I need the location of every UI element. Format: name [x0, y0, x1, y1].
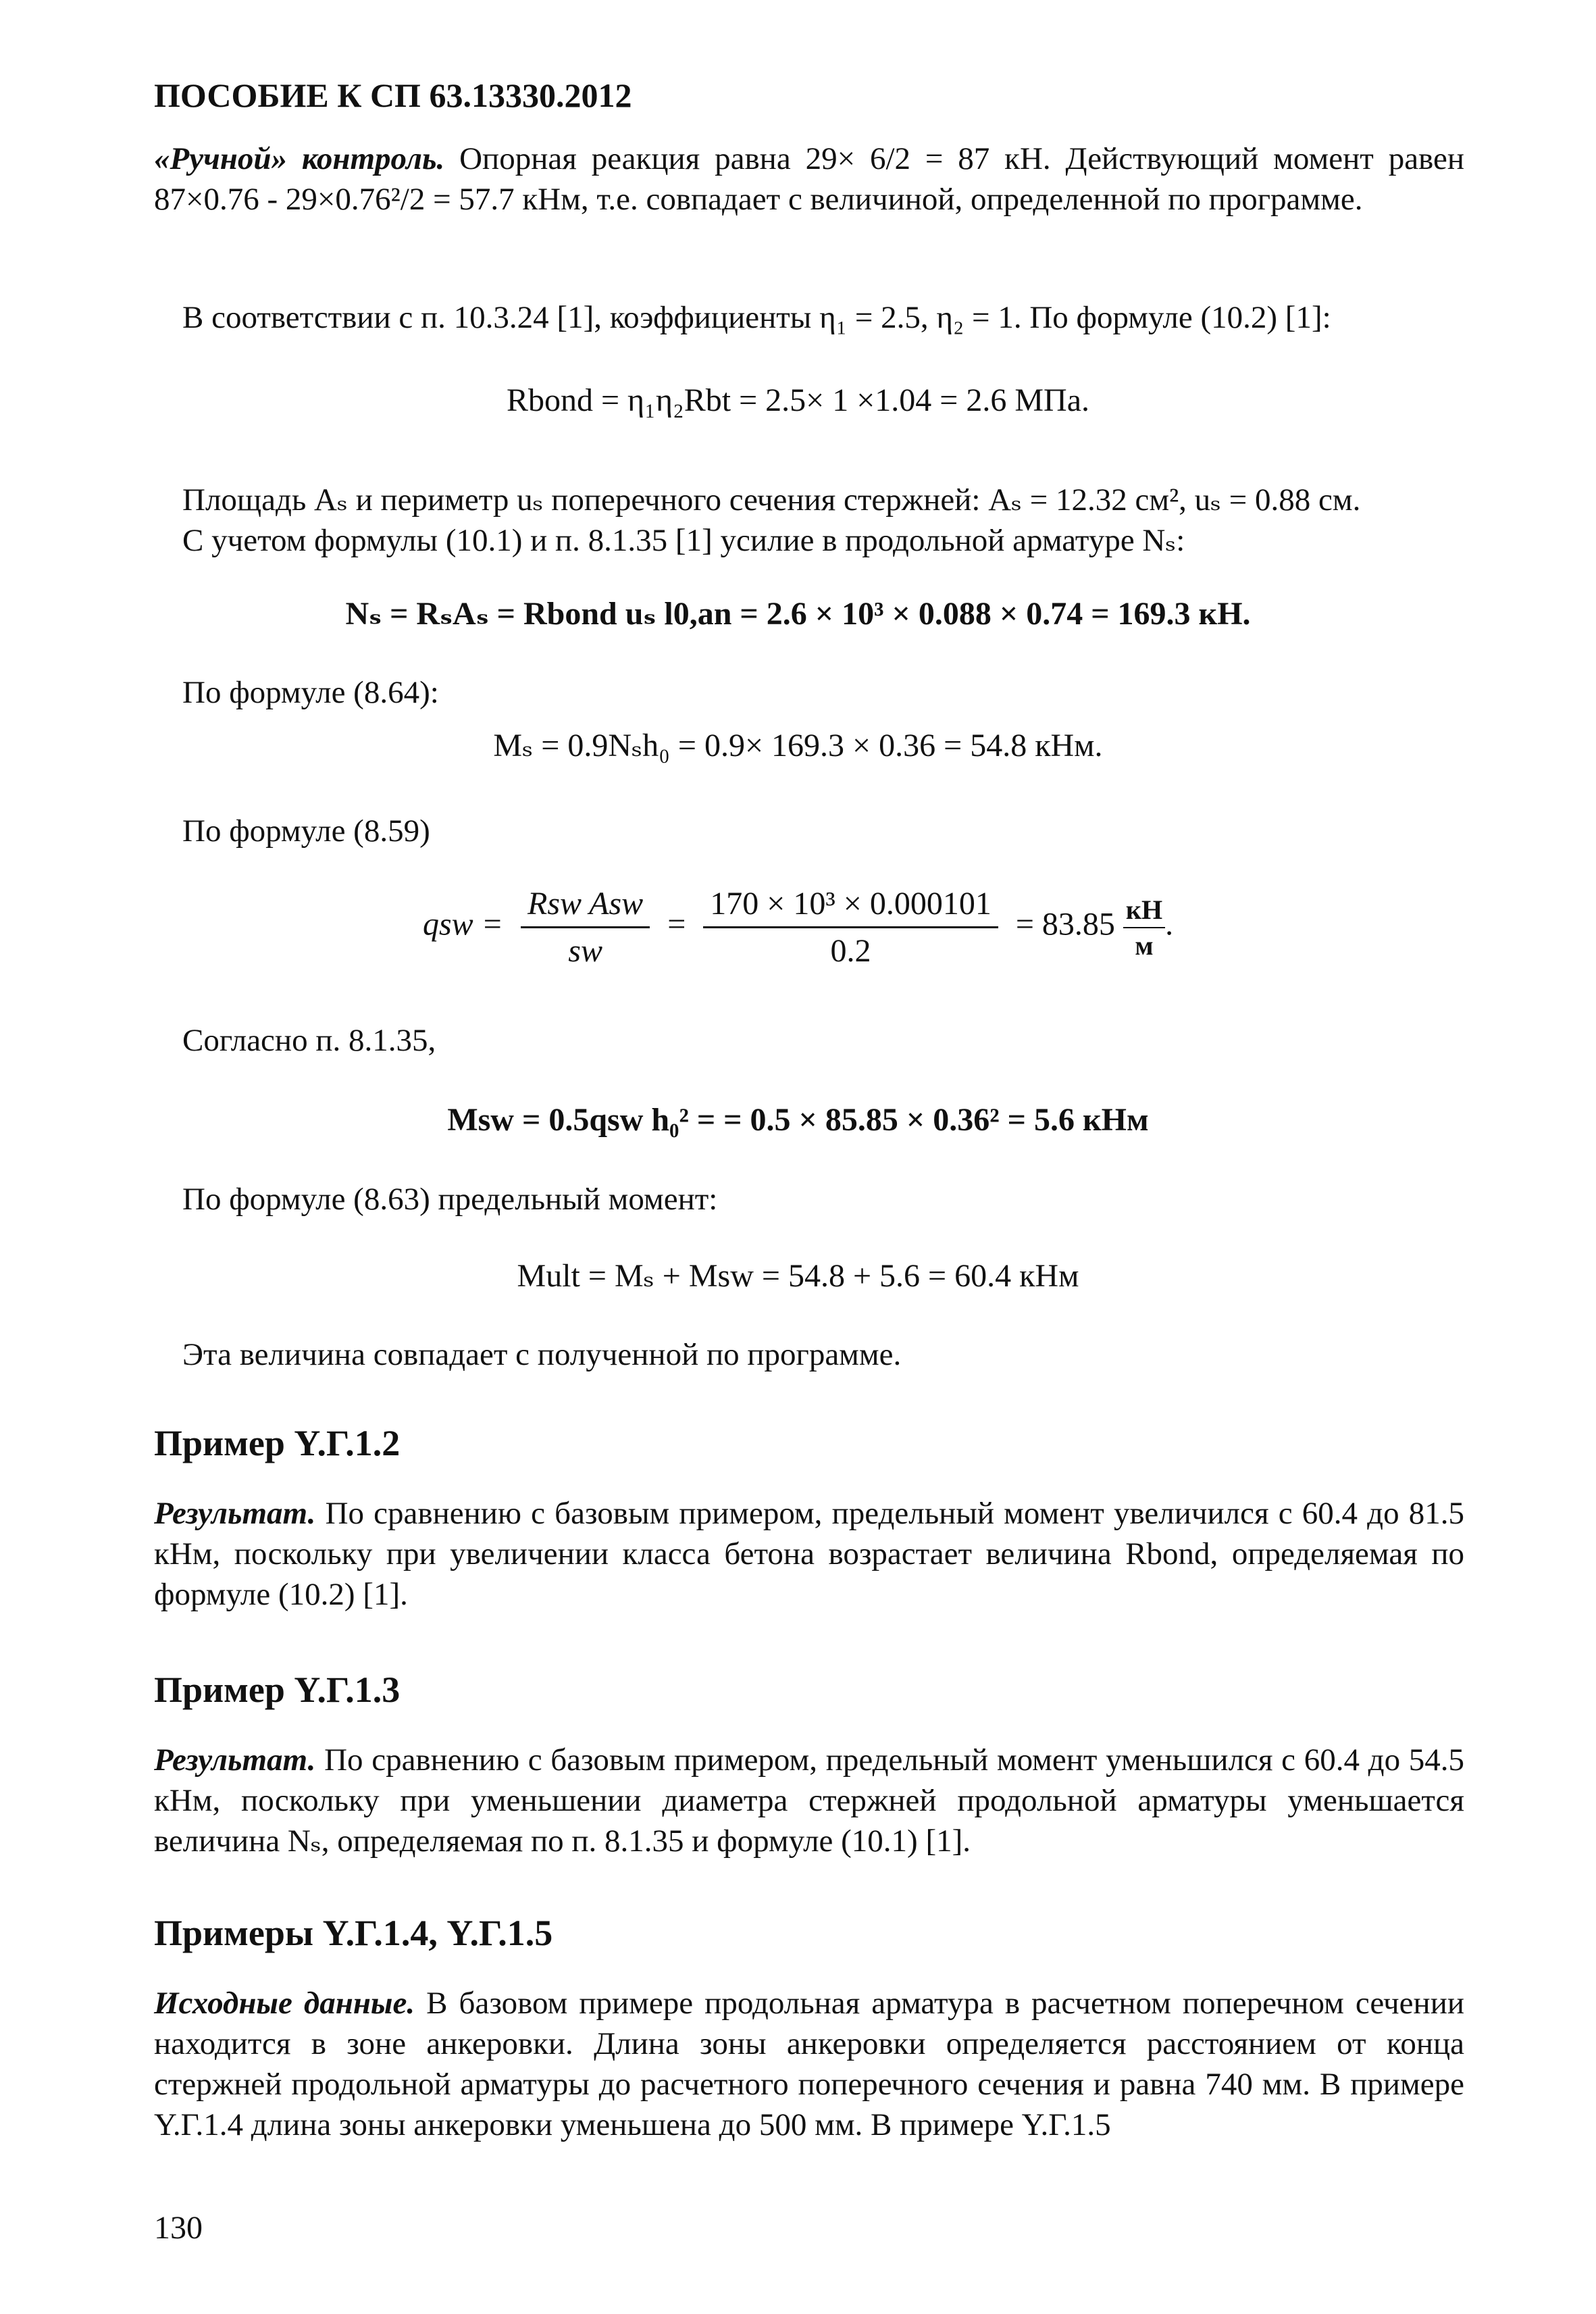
- qsw-frac1-denominator: sw: [568, 933, 602, 969]
- page-header: ПОСОБИЕ К СП 63.13330.2012: [154, 76, 632, 114]
- coefficient-paragraph: В соответствии с п. 10.3.24 [1], коэффициенты η₁ = 2.5, η₂ = 1. По формуле (10.2) [1]:: [182, 300, 1331, 335]
- qsw-fraction-2: [703, 885, 998, 970]
- per-clause-8135: Согласно п. 8.1.35,: [182, 1023, 436, 1058]
- area-line-2: С учетом формулы (10.1) и п. 8.1.35 [1] усилие в продольной арматуре Nₛ:: [182, 523, 1185, 558]
- example-2-paragraph: [154, 1493, 1464, 1615]
- example-2-heading: Пример Y.Г.1.2: [154, 1423, 401, 1463]
- example-45-paragraph: [154, 1983, 1464, 2145]
- example-2-lead: Результат.: [154, 1496, 316, 1531]
- formula-ms: Mₛ = 0.9Nₛh₀ = 0.9× 169.3 × 0.36 = 54.8 кНм.: [493, 728, 1103, 763]
- example-3-heading: Пример Y.Г.1.3: [154, 1669, 401, 1710]
- example-45-heading: Примеры Y.Г.1.4, Y.Г.1.5: [154, 1913, 553, 1953]
- formula-qsw: [0, 885, 1596, 970]
- qsw-frac2-denominator: 0.2: [830, 933, 871, 969]
- page-number: 130: [154, 2210, 203, 2246]
- qsw-frac2-numerator: 170 × 10³ × 0.000101: [703, 885, 998, 928]
- formula-mult: Mult = Mₛ + Msw = 54.8 + 5.6 = 60.4 кНм: [517, 1258, 1079, 1294]
- area-line-1: Площадь Aₛ и периметр uₛ поперечного сечения стержней: Aₛ = 12.32 см², uₛ = 0.88 см.: [182, 482, 1361, 518]
- example-45-lead: Исходные данные.: [154, 1986, 415, 2021]
- formula-ns: Nₛ = RₛAₛ = Rbond uₛ l0,an = 2.6 × 10³ × 0.088 × 0.74 = 169.3 кН.: [345, 596, 1251, 632]
- qsw-frac1-numerator: Rsw Asw: [521, 885, 650, 928]
- qsw-unit: [1123, 894, 1165, 961]
- qsw-unit-numerator: кН: [1123, 894, 1165, 928]
- manual-check-text: Опорная реакция равна 29× 6/2 = 87 кН. Действующий момент равен 87×0.76 - 29×0.76²/2 = 57.7 кНм, т.е. совпадает с величиной, определенной по программе.: [154, 141, 1464, 217]
- qsw-eq: =: [667, 906, 686, 942]
- by-formula-863: По формуле (8.63) предельный момент:: [182, 1182, 718, 1217]
- area-paragraph: [182, 480, 1466, 561]
- qsw-end: .: [1165, 906, 1174, 942]
- manual-check-paragraph: [154, 139, 1464, 220]
- qsw-result: = 83.85: [1015, 906, 1115, 942]
- qsw-fraction-1: [521, 885, 650, 970]
- by-formula-864: По формуле (8.64):: [182, 675, 439, 710]
- match-paragraph: Эта величина совпадает с полученной по программе.: [182, 1337, 902, 1372]
- example-2-text: По сравнению с базовым примером, предельный момент увеличился с 60.4 до 81.5 кНм, поскольку при увеличении класса бетона возрастает величина Rbond, определяемая по формуле (10.2) [1].: [154, 1496, 1464, 1612]
- example-3-paragraph: [154, 1740, 1464, 1861]
- example-3-text: По сравнению с базовым примером, предельный момент уменьшился с 60.4 до 54.5 кНм, поскольку при уменьшении диаметра стержней продольной арматуры уменьшается величина Nₛ, определяемая по п. 8.1.35 и формуле (10.1) [1].: [154, 1742, 1464, 1859]
- by-formula-859: По формуле (8.59): [182, 813, 430, 849]
- example-45-text: В базовом примере продольная арматура в расчетном поперечном сечении находится в зоне анкеровки. Длина зоны анкеровки определяется расстоянием от конца стержней продольной арматуры до расчетного поперечного сечения и равна 740 мм. В примере Y.Г.1.4 длина зоны анкеровки уменьшена до 500 мм. В примере Y.Г.1.5: [154, 1986, 1465, 2142]
- qsw-lhs: qsw =: [422, 906, 504, 942]
- formula-msw: Msw = 0.5qsw h₀² = = 0.5 × 85.85 × 0.36² = 5.6 кНм: [447, 1102, 1149, 1138]
- example-3-lead: Результат.: [154, 1742, 316, 1778]
- formula-rbond: Rbond = η₁η₂Rbt = 2.5× 1 ×1.04 = 2.6 МПа.: [506, 382, 1090, 418]
- qsw-unit-denominator: м: [1135, 930, 1154, 961]
- manual-check-lead: «Ручной» контроль.: [154, 141, 445, 176]
